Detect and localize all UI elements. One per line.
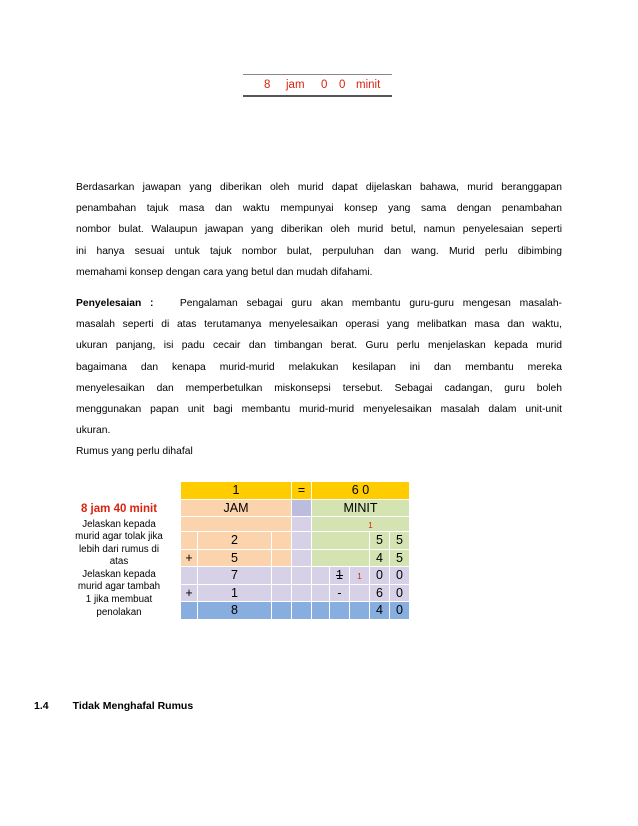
explanation-paragraph	[76, 177, 562, 283]
row-b-jam: 5	[198, 549, 272, 567]
formula-note: Rumus yang perlu dihafal	[76, 446, 193, 458]
table-cell	[181, 532, 198, 550]
result-zero-1: 0	[321, 79, 328, 91]
paragraph-line: ukuran panjang, isi padu cecair dan timbangan berat. Guru perlu menjelaskan kepada murid	[76, 340, 562, 352]
table-cell	[312, 517, 410, 532]
subtract-note: Jelaskan kepada murid agar tolak jika lebih dari rumus di atas	[75, 518, 163, 568]
header-one: 1	[181, 482, 292, 500]
unit-jam: JAM	[181, 499, 292, 517]
row-d-op: +	[181, 584, 198, 602]
header-equals: =	[292, 482, 312, 500]
paragraph-line: nombor bulat. Walaupun jawapan yang diberikan oleh murid betul, namun penyelesaian seperti	[76, 224, 562, 236]
teacher-notes	[74, 503, 164, 619]
table-cell	[292, 584, 312, 602]
row-d-minus: -	[330, 584, 350, 602]
table-cell	[312, 567, 330, 585]
table-cell	[272, 584, 292, 602]
answer-note: 8 jam 40 minit	[80, 503, 158, 515]
result-jam-label: jam	[286, 79, 305, 91]
result-minit-label: minit	[356, 79, 381, 91]
table-cell	[312, 602, 330, 620]
table-cell	[292, 549, 312, 567]
row-e-jam: 8	[198, 602, 272, 620]
crossed-digit: 1	[336, 568, 343, 583]
row-d-jam: 1	[198, 584, 272, 602]
add-note: Jelaskan kepada murid agar tambah 1 jika membuat penolakan	[77, 568, 161, 618]
row-c-crossed	[330, 567, 350, 585]
row-b-m1: 4	[370, 549, 390, 567]
row-b-op: +	[181, 549, 198, 567]
table-cell	[330, 602, 350, 620]
paragraph-line: bagaimana dan kenapa murid-murid melakukan kesilapan ini dan membantu mereka	[76, 361, 562, 373]
table-cell	[292, 517, 312, 532]
section-title: Tidak Menghafal Rumus	[72, 700, 194, 712]
top-result-line	[243, 74, 392, 97]
solution-first-line	[76, 293, 562, 314]
row-e-m1: 4	[370, 602, 390, 620]
carry-mark: 1	[357, 572, 362, 582]
paragraph-line: penambahan tajuk masa dan waktu mempunyai konsep yang sama dengan penambahan	[76, 203, 562, 215]
table-cell	[272, 532, 292, 550]
table-cell	[292, 602, 312, 620]
table-cell	[181, 567, 198, 585]
row-e-m2: 0	[390, 602, 410, 620]
table-cell	[350, 567, 370, 585]
table-cell	[292, 499, 312, 517]
carry-mark-top: 1	[368, 521, 373, 530]
unit-board-table	[180, 481, 410, 620]
paragraph-line: menggunakan papan unit bagi membantu murid-murid menyelesaikan masalah dalam unit-unit	[76, 403, 562, 415]
table-row	[181, 532, 410, 550]
result-hours: 8	[264, 79, 271, 91]
table-cell	[350, 602, 370, 620]
table-cell	[272, 549, 292, 567]
table-units-row	[181, 499, 410, 517]
row-a-jam: 2	[198, 532, 272, 550]
table-cell	[292, 532, 312, 550]
table-row	[181, 549, 410, 567]
solution-first-line-text: Pengalaman sebagai guru akan membantu guru-guru mengesan masalah-	[179, 298, 562, 309]
row-d-m1: 6	[370, 584, 390, 602]
table-cell	[312, 549, 370, 567]
table-row	[181, 602, 410, 620]
paragraph-line: ukuran.	[76, 425, 111, 437]
paragraph-line: ini hanya sesuai untuk tajuk nombor bulat, perpuluhan dan wang. Murid perlu dibimbing	[76, 245, 562, 257]
result-zero-2: 0	[339, 79, 346, 91]
table-header-row	[181, 482, 410, 500]
row-a-m1: 5	[370, 532, 390, 550]
table-cell	[292, 567, 312, 585]
row-c-m2: 0	[390, 567, 410, 585]
solution-paragraph	[76, 293, 562, 463]
table-row	[181, 584, 410, 602]
paragraph-line: masalah seperti di atas terutamanya menyelesaikan operasi yang melibatkan masa dan waktu,	[76, 319, 562, 331]
table-cell	[272, 602, 292, 620]
row-b-m2: 5	[390, 549, 410, 567]
row-d-m2: 0	[390, 584, 410, 602]
paragraph-line: menyelesaikan dan memperbetulkan miskonsepsi tersebut. Sebagai cadangan, guru boleh	[76, 382, 562, 394]
table-row	[181, 567, 410, 585]
table-carry-row	[181, 517, 410, 532]
table-cell	[272, 567, 292, 585]
header-sixty: 6 0	[312, 482, 410, 500]
unit-minit: MINIT	[312, 499, 410, 517]
table-cell	[312, 532, 370, 550]
section-number: 1.4	[34, 700, 49, 712]
solution-label: Penyelesaian :	[76, 298, 154, 309]
paragraph-line: memahami konsep dengan cara yang betul dan mudah difahami.	[76, 266, 373, 278]
row-c-jam: 7	[198, 567, 272, 585]
row-c-m1: 0	[370, 567, 390, 585]
paragraph-line: Berdasarkan jawapan yang diberikan oleh murid dapat dijelaskan bahawa, murid beranggapan	[76, 182, 562, 193]
table-cell	[312, 584, 330, 602]
row-a-m2: 5	[390, 532, 410, 550]
table-cell	[350, 584, 370, 602]
section-heading	[34, 700, 193, 712]
table-cell	[181, 517, 292, 532]
table-cell	[181, 602, 198, 620]
